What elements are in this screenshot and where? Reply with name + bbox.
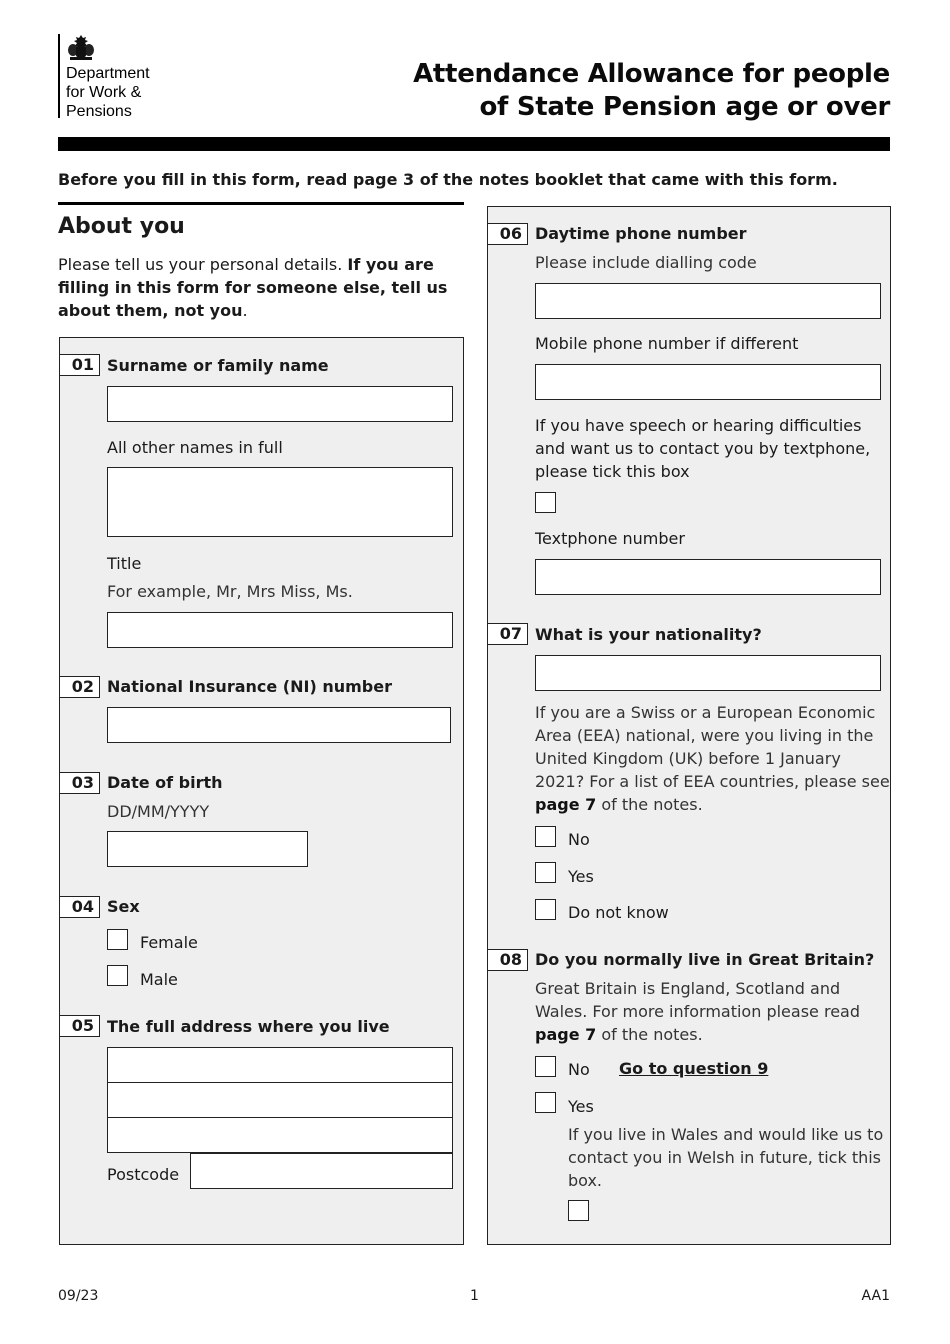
other-names-field[interactable] xyxy=(107,467,453,537)
mobile-phone-field[interactable] xyxy=(535,364,881,400)
title-field[interactable] xyxy=(107,612,453,648)
sex-label: Sex xyxy=(107,897,140,916)
daytime-phone-field[interactable] xyxy=(535,283,881,319)
textphone-checkbox[interactable] xyxy=(535,492,556,513)
nationality-field[interactable] xyxy=(535,655,881,691)
female-checkbox[interactable] xyxy=(107,929,128,950)
question-number-08: 08 xyxy=(487,949,528,971)
female-option-label: Female xyxy=(140,933,198,952)
page-number: 1 xyxy=(470,1288,479,1304)
question-number-05: 05 xyxy=(59,1015,100,1037)
question-number-07: 07 xyxy=(487,623,528,645)
eea-dont-know-label: Do not know xyxy=(568,903,669,922)
ni-number-field[interactable] xyxy=(107,707,451,743)
form-date: 09/23 xyxy=(58,1288,99,1304)
great-britain-label: Do you normally live in Great Britain? xyxy=(535,950,875,969)
section-intro: Please tell us your personal details. If you are filling in this form for someone else, tell us about them, not you. xyxy=(58,255,448,320)
eea-yes-checkbox[interactable] xyxy=(535,862,556,883)
eea-question-text: If you are a Swiss or a European Economic Area (EEA) national, were you living in the United Kingdom (UK) before 1 January 2021? For a list of EEA countries, please see page 7 of the notes. xyxy=(535,703,890,814)
surname-field[interactable] xyxy=(107,386,453,422)
section-rule xyxy=(58,202,464,205)
intro-instruction: Before you fill in this form, read page 3 of the notes booklet that came with this form. xyxy=(58,170,838,189)
postcode-label: Postcode xyxy=(107,1165,180,1184)
gb-yes-checkbox[interactable] xyxy=(535,1092,556,1113)
dob-field[interactable] xyxy=(107,831,308,867)
address-label: The full address where you live xyxy=(107,1017,390,1036)
gb-no-label: No xyxy=(568,1060,590,1079)
male-checkbox[interactable] xyxy=(107,965,128,986)
nationality-label: What is your nationality? xyxy=(535,625,762,644)
question-number-03: 03 xyxy=(59,772,100,794)
welsh-contact-checkbox[interactable] xyxy=(568,1200,589,1221)
question-number-01: 01 xyxy=(59,354,100,376)
ni-number-label: National Insurance (NI) number xyxy=(107,677,392,696)
great-britain-text: Great Britain is England, Scotland and Wales. For more information please read page 7 of the notes. xyxy=(535,979,860,1044)
form-code: AA1 xyxy=(861,1288,890,1304)
title-label: Title xyxy=(107,554,142,573)
go-to-question-9-link[interactable]: Go to question 9 xyxy=(619,1059,769,1078)
dob-label: Date of birth xyxy=(107,773,223,792)
gb-yes-label: Yes xyxy=(568,1097,594,1116)
question-number-04: 04 xyxy=(59,896,100,918)
textphone-request-text: If you have speech or hearing difficulties and want us to contact you by textphone, please tick this box xyxy=(535,416,871,481)
textphone-number-field[interactable] xyxy=(535,559,881,595)
royal-crest-icon xyxy=(64,33,98,61)
welsh-contact-text: If you live in Wales and would like us to contact you in Welsh in future, tick this box. xyxy=(568,1125,884,1190)
title-hint: For example, Mr, Mrs Miss, Ms. xyxy=(107,582,353,601)
postcode-field[interactable] xyxy=(190,1153,453,1189)
eea-no-label: No xyxy=(568,830,590,849)
daytime-phone-label: Daytime phone number xyxy=(535,224,747,243)
section-heading: About you xyxy=(58,214,185,239)
dob-hint: DD/MM/YYYY xyxy=(107,802,210,821)
logo-divider xyxy=(58,34,60,118)
form-title: Attendance Allowance for people of State Pension age or over xyxy=(413,59,890,122)
daytime-phone-hint: Please include dialling code xyxy=(535,253,757,272)
eea-dont-know-checkbox[interactable] xyxy=(535,899,556,920)
department-logo: Department for Work & Pensions xyxy=(66,65,150,120)
other-names-label: All other names in full xyxy=(107,438,283,457)
textphone-number-label: Textphone number xyxy=(535,529,685,548)
eea-no-checkbox[interactable] xyxy=(535,826,556,847)
gb-no-checkbox[interactable] xyxy=(535,1056,556,1077)
address-line-3-field[interactable] xyxy=(107,1117,453,1153)
surname-label: Surname or family name xyxy=(107,356,329,375)
address-line-1-field[interactable] xyxy=(107,1047,453,1083)
male-option-label: Male xyxy=(140,970,178,989)
mobile-phone-label: Mobile phone number if different xyxy=(535,334,799,353)
question-number-02: 02 xyxy=(59,676,100,698)
header-rule xyxy=(58,137,890,151)
question-number-06: 06 xyxy=(487,223,528,245)
address-line-2-field[interactable] xyxy=(107,1082,453,1118)
eea-yes-label: Yes xyxy=(568,867,594,886)
